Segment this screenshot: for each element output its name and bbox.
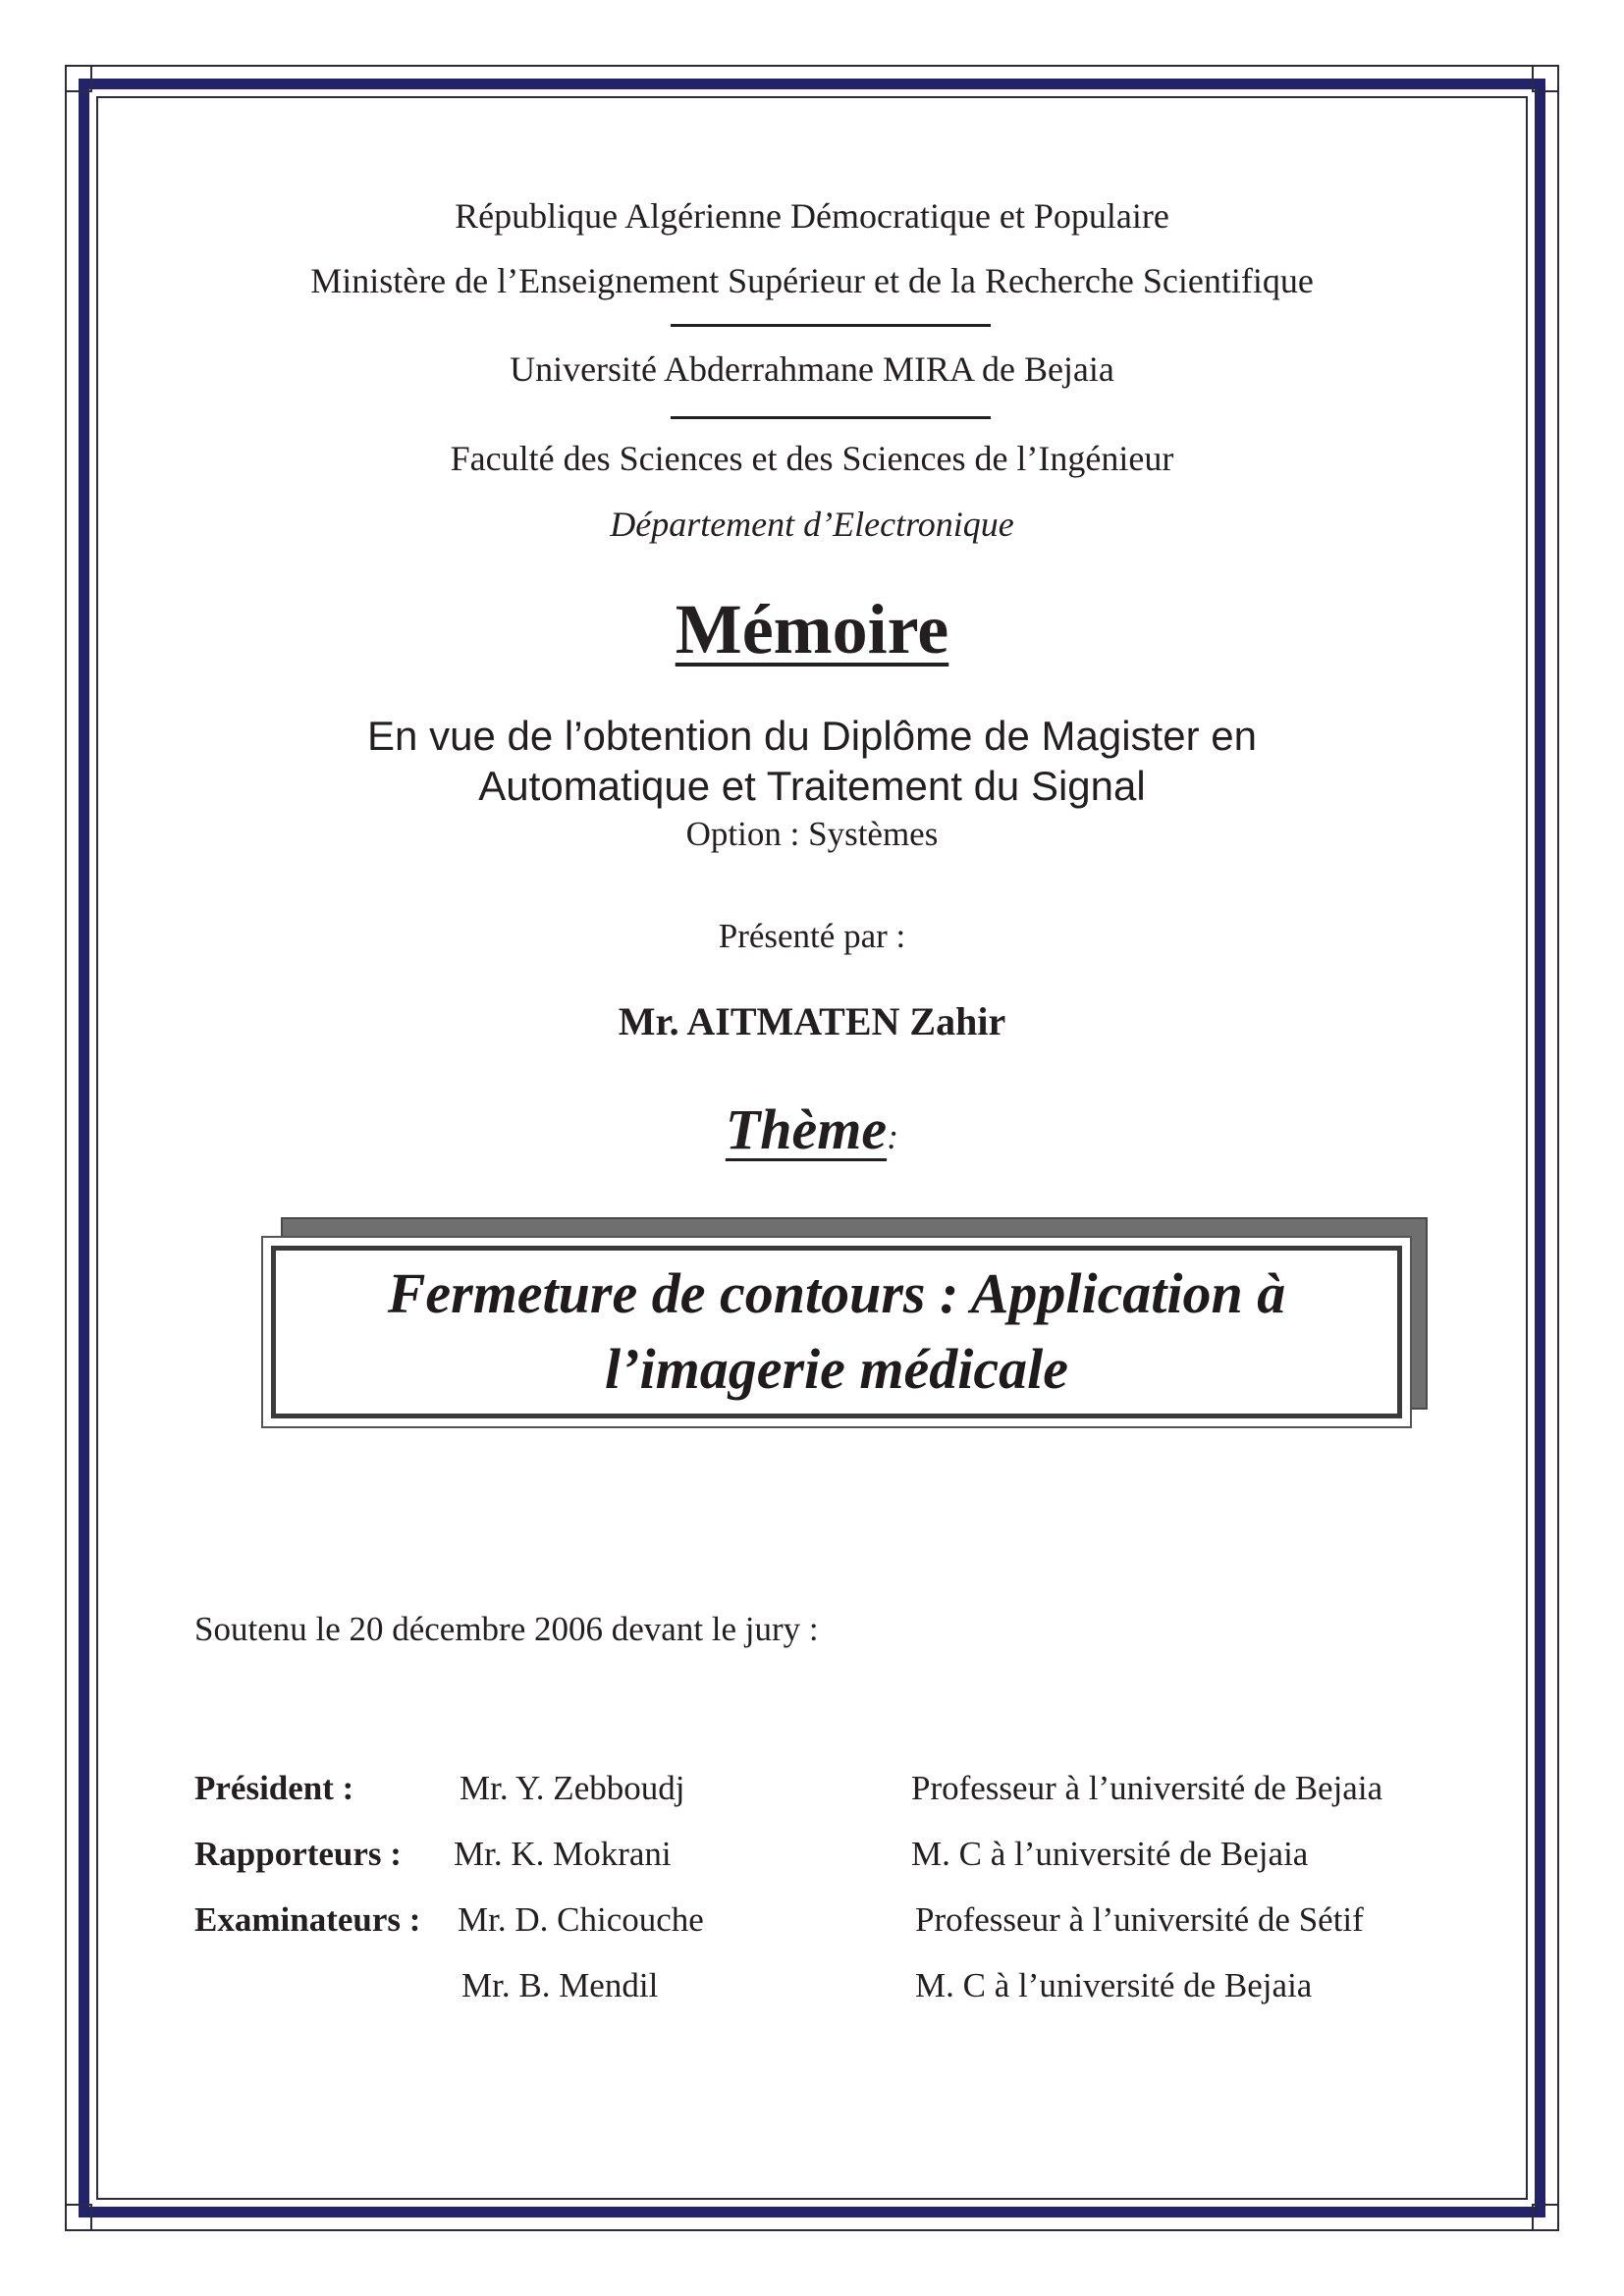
jury-row xyxy=(0,1769,1624,1812)
diploma-line-1: En vue de l’obtention du Diplôme de Magister en xyxy=(367,713,1257,759)
author-name: Mr. AITMATEN Zahir xyxy=(618,999,1006,1043)
university-line: Université Abderrahmane MIRA de Bejaia xyxy=(510,349,1114,389)
theme-heading xyxy=(0,1097,1624,1163)
defense-statement: Soutenu le 20 décembre 2006 devant le jury : xyxy=(194,1610,819,1648)
title-box xyxy=(261,1236,1412,1428)
department-line: Département d’Electronique xyxy=(610,505,1014,544)
theme-label: Thème xyxy=(725,1097,888,1161)
jury-role: Rapporteurs : xyxy=(194,1835,402,1873)
jury-row xyxy=(0,1900,1624,1944)
header-divider-2 xyxy=(671,416,991,419)
border-corner-top-right xyxy=(1532,65,1559,92)
jury-name: Mr. K. Mokrani xyxy=(454,1835,672,1873)
document-type-text: Mémoire xyxy=(675,590,949,668)
diploma-line-2: Automatique et Traitement du Signal xyxy=(478,763,1146,809)
jury-title: M. C à l’université de Bejaia xyxy=(911,1835,1309,1873)
document-type-heading xyxy=(0,589,1624,670)
border-corner-top-left xyxy=(65,65,92,92)
jury-row xyxy=(0,1966,1624,2009)
jury-name: Mr. B. Mendil xyxy=(461,1966,659,2004)
jury-title: Professeur à l’université de Bejaia xyxy=(911,1769,1383,1807)
republic-line: République Algérienne Démocratique et Populaire xyxy=(455,196,1169,236)
ministry-line: Ministère de l’Enseignement Supérieur et de la Recherche Scientifique xyxy=(310,261,1314,300)
header-divider-1 xyxy=(671,324,991,327)
jury-row xyxy=(0,1835,1624,1878)
thesis-title-line-1: Fermeture de contours : Application à xyxy=(387,1261,1286,1326)
jury-title: M. C à l’université de Bejaia xyxy=(915,1966,1313,2004)
option-line: Option : Systèmes xyxy=(685,815,939,853)
jury-role: Président : xyxy=(194,1769,354,1807)
jury-name: Mr. Y. Zebboudj xyxy=(460,1769,685,1807)
jury-name: Mr. D. Chicouche xyxy=(458,1900,704,1939)
thesis-title-line-2: l’imagerie médicale xyxy=(605,1337,1068,1401)
border-corner-bottom-left xyxy=(65,2204,92,2231)
presented-by-label: Présenté par : xyxy=(718,917,906,955)
faculty-line: Faculté des Sciences et des Sciences de l’Ingénieur xyxy=(450,439,1174,478)
jury-role: Examinateurs : xyxy=(194,1900,421,1939)
theme-colon: : xyxy=(887,1117,899,1156)
jury-title: Professeur à l’université de Sétif xyxy=(915,1900,1364,1939)
title-box-inner-frame xyxy=(271,1246,1402,1418)
border-corner-bottom-right xyxy=(1532,2204,1559,2231)
